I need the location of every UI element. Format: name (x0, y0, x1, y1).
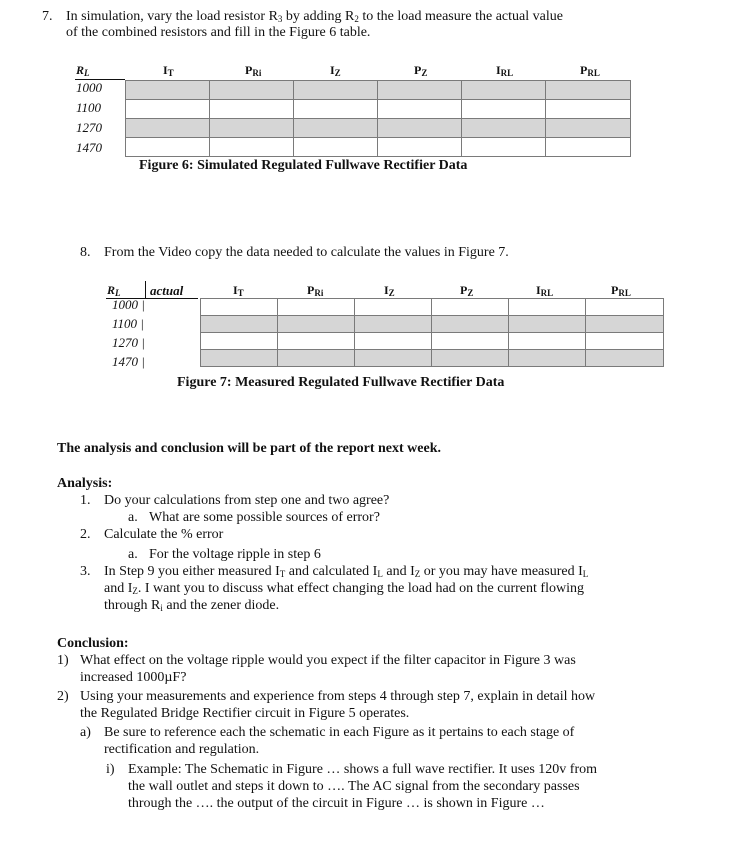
step-8-number: 8. (80, 245, 91, 260)
conclusion-marker-1: 1) (57, 653, 69, 668)
analysis-marker-1: 1. (80, 493, 91, 508)
table7-header-divider (145, 281, 146, 298)
analysis-item-1a: What are some possible sources of error? (149, 510, 380, 525)
table7-header-it: $I_T$ (233, 283, 244, 298)
table7-grid (200, 298, 664, 367)
table6-row-label: 1100 (76, 100, 102, 115)
table6-header-prl: $P_{RL}$ (580, 63, 600, 78)
table7-header-rl: $R_L$ (107, 283, 121, 298)
table6-row-label: 1270 (76, 120, 102, 135)
analysis-item-3-line1: In Step 9 you either measured $I_T$ and calculated $I_L$ and $I_Z$ or you may have measured $I_L$ (104, 564, 589, 579)
table7-row-label: 1100 | (112, 316, 144, 331)
table7-header-irl: $I_{RL}$ (536, 283, 554, 298)
table7-row-label: 1470 | (112, 354, 145, 369)
conclusion-item-2a-line1: Be sure to reference each the schematic in each Figure as it pertains to each stage of (104, 725, 575, 740)
table7-header-prl: $P_{RL}$ (611, 283, 631, 298)
figure-7-caption: Figure 7: Measured Regulated Fullwave Rectifier Data (177, 375, 505, 390)
table6-row-label: 1470 (76, 140, 102, 155)
conclusion-item-2ai-line1: Example: The Schematic in Figure … shows a full wave rectifier. It uses 120v from (128, 762, 598, 777)
table6-grid (125, 80, 631, 157)
analysis-item-1: Do your calculations from step one and two agree? (104, 493, 390, 508)
table7-header-actual: actual (150, 283, 184, 298)
report-note: The analysis and conclusion will be part of the report next week. (57, 441, 441, 456)
table7-header-pri: $P_{Ri}$ (307, 283, 324, 298)
conclusion-item-1-line2: increased 1000µF? (80, 670, 187, 685)
conclusion-item-2a-line2: rectification and regulation. (104, 742, 260, 757)
conclusion-item-2-line1: Using your measurements and experience from steps 4 through step 7, explain in detail how (80, 689, 596, 704)
analysis-marker-2: 2. (80, 527, 91, 542)
analysis-item-2: Calculate the % error (104, 527, 224, 542)
step-8-text: From the Video copy the data needed to calculate the values in Figure 7. (104, 245, 509, 260)
table6-row-label: 1000 (76, 80, 102, 95)
step-7-text-line1: In simulation, vary the load resistor $R_3$ by adding $R_2$ to the load measure the actual value (66, 9, 563, 24)
conclusion-marker-2: 2) (57, 689, 69, 704)
conclusion-item-2ai-line2: the wall outlet and steps it down to …. The AC signal from the secondary passes (128, 779, 580, 794)
table6-header-it: $I_T$ (163, 63, 174, 78)
conclusion-item-2-line2: the Regulated Bridge Rectifier circuit in Figure 5 operates. (80, 706, 410, 721)
analysis-marker-3: 3. (80, 564, 91, 579)
step-7-text-line2: of the combined resistors and fill in the Figure 6 table. (66, 25, 371, 40)
analysis-heading: Analysis: (57, 476, 113, 491)
figure-6-caption: Figure 6: Simulated Regulated Fullwave Rectifier Data (139, 158, 468, 173)
conclusion-item-2ai-line3: through the …. the output of the circuit in Figure … is shown in Figure … (128, 796, 545, 811)
table7-row-label: 1000 | (112, 297, 145, 312)
table6-header-rl: $R_L$ (76, 63, 90, 78)
step-7-number: 7. (42, 9, 53, 24)
analysis-item-3-line3: through $R_i$ and the zener diode. (104, 598, 280, 613)
table6-header-irl: $I_{RL}$ (496, 63, 514, 78)
table6-header-iz: $I_Z$ (330, 63, 341, 78)
table7-header-pz: $P_Z$ (460, 283, 474, 298)
table6-header-pri: $P_{Ri}$ (245, 63, 262, 78)
analysis-item-2a: For the voltage ripple in step 6 (149, 547, 321, 562)
analysis-item-3-line2: and $I_Z$. I want you to discuss what effect changing the load had on the current flowing (104, 581, 584, 596)
conclusion-marker-2ai: i) (106, 762, 115, 777)
conclusion-heading: Conclusion: (57, 636, 129, 651)
conclusion-marker-2a: a) (80, 725, 91, 740)
table7-header-iz: $I_Z$ (384, 283, 395, 298)
table6-header-pz: $P_Z$ (414, 63, 428, 78)
analysis-marker-1a: a. (128, 510, 138, 525)
conclusion-item-1-line1: What effect on the voltage ripple would you expect if the filter capacitor in Figure 3 was (80, 653, 576, 668)
analysis-marker-2a: a. (128, 547, 138, 562)
table7-row-label: 1270 | (112, 335, 145, 350)
